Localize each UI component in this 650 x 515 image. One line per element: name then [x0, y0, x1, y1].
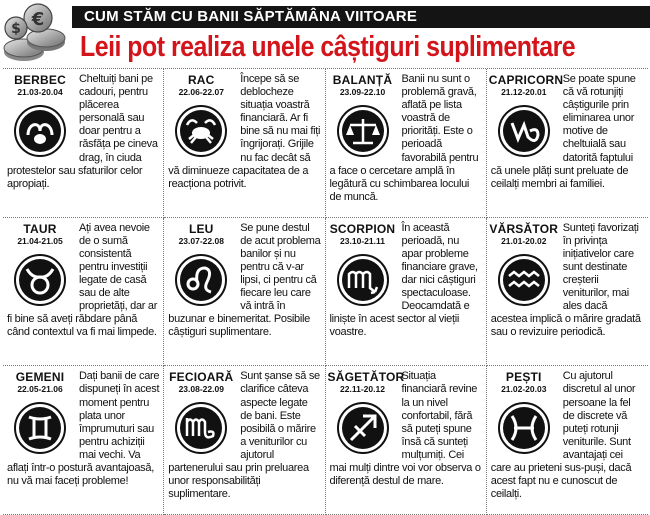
sign-name: RAC [187, 73, 215, 87]
sign-cell-scorpion [326, 218, 487, 367]
page-headline: Leii pot realiza unele câștiguri suplimentare [80, 31, 576, 63]
sign-cell-rac [164, 69, 325, 218]
sign-forecast: Sunt șanse să se clarifice câteva aspecte legate de bani. Este posibilă o mărire a veniturilor cu ajutorul partenerului sau prin preluarea unor responsabilități suplimentare. [168, 370, 320, 501]
sign-cell-fecioara [164, 366, 325, 515]
sign-name: VĂRSĂTOR [489, 221, 559, 236]
sign-cell-balanta [326, 69, 487, 218]
sign-name: BALANȚĂ [332, 73, 393, 87]
scorpio-icon [337, 254, 389, 306]
sign-header [5, 371, 75, 454]
sign-dates: 23.08-22.09 [178, 384, 224, 395]
horoscope-grid [3, 68, 648, 515]
sign-dates: 23.09-22.10 [339, 87, 386, 97]
sign-cell-pesti [487, 366, 648, 515]
sign-header [5, 223, 75, 306]
sign-header [166, 223, 236, 306]
sign-dates: 21.04-21.05 [17, 235, 63, 246]
pisces-icon [498, 402, 550, 454]
sign-cell-varsator [487, 218, 648, 367]
sign-dates: 21.01-20.02 [501, 235, 547, 246]
sign-forecast: Ați avea nevoie de o sumă consistentă pentru investiții legate de casă sau de alte proprietăți, dar ar fi bine să aveți răbdare până când contextul va fi mai limpede. [7, 221, 158, 339]
gemini-icon [14, 402, 66, 454]
taurus-icon [14, 254, 66, 306]
cancer-icon [175, 105, 227, 157]
sign-header [488, 73, 564, 157]
sign-dates: 21.02-20.03 [501, 384, 547, 395]
sign-header [328, 223, 398, 306]
sign-dates: 23.10-21.11 [340, 235, 385, 246]
sign-dates: 22.06-22.07 [178, 87, 224, 97]
sign-name: TAUR [23, 221, 57, 236]
aries-icon [14, 105, 66, 157]
sign-cell-berbec [3, 69, 164, 218]
aquarius-icon [498, 254, 550, 306]
sign-header [327, 370, 405, 454]
sign-header [5, 74, 75, 157]
sign-forecast: Se poate spune că vă rotunjiți câștigurile prin eliminarea unor motive de cheltuială sau datorită faptului că unele plăți sunt preluate de ceilalți membri ai familiei. [490, 73, 636, 190]
sign-name: GEMENI [15, 370, 65, 385]
svg-text:€: € [31, 9, 45, 30]
sign-cell-sagetator [326, 366, 487, 515]
sign-forecast: Dați banii de care dispuneți în acest moment pentru plata unor împrumuturi sau pentru achiziții mai vechi. Va aflați într-o postură avantajoasă, nu vă mai faceți probleme! [7, 370, 160, 488]
sign-header [166, 74, 236, 157]
sign-name: BERBEC [14, 73, 66, 87]
sign-forecast: Cheltuiți bani pe cadouri, pentru plăcerea personală sau doar pentru a răsfăța pe cineva drag, în ciuda protestelor sau sfaturilor celor apropiați. [7, 73, 158, 190]
sign-header [166, 371, 236, 454]
sign-forecast: Sunteți favorizați în privința inițiativelor care sunt destinate creșterii veniturilor, mai ales dacă acestea implică o mărire gradată sau o revizuire periodică. [490, 221, 641, 339]
libra-icon [337, 105, 389, 157]
sign-name: SCORPION [329, 221, 396, 236]
sign-forecast: Începe să se deblocheze situația voastră financiară. Ar fi bine să nu mai fiți îngrijorați. Grijile nu fac decât să vă diminueze capacitatea de a reacționa potrivit. [168, 73, 321, 190]
sign-cell-capricorn [487, 69, 648, 218]
sign-forecast: Cu ajutorul discretul al unor persoane la fel de discrete vă puteți rotunji veniturile. Sunt avantajați cei care au prieteni sus-puși, dacă acest fapt nu e cunoscut de ceilalți. [490, 370, 636, 501]
sign-dates: 22.05-21.06 [17, 384, 63, 395]
sign-header [328, 74, 398, 157]
sign-dates: 23.07-22.08 [178, 235, 224, 246]
sign-header [489, 223, 559, 306]
section-kicker: CUM STĂM CU BANII SĂPTĂMÂNA VIITOARE [72, 6, 650, 28]
sagittarius-icon [337, 402, 389, 454]
page-header [0, 0, 650, 66]
sign-name: LEU [188, 221, 214, 236]
sign-dates: 21.03-20.04 [17, 87, 63, 97]
sign-cell-leu [164, 218, 325, 367]
sign-dates: 21.12-20.01 [501, 87, 547, 97]
sign-name: CAPRICORN [488, 73, 564, 87]
sign-name: PEȘTI [505, 370, 542, 385]
coins-icon [2, 2, 68, 66]
leo-icon [175, 254, 227, 306]
sign-name: FECIOARĂ [169, 370, 234, 385]
virgo-icon [175, 402, 227, 454]
sign-cell-taur [3, 218, 164, 367]
svg-text:$: $ [11, 21, 21, 37]
capricorn-icon [498, 105, 550, 157]
sign-header [489, 371, 559, 454]
sign-forecast: Se pune destul de acut problema banilor și nu pentru că v-ar lipsi, ci pentru că fiecare leu care vă intră în buzunar e binemeritat. Posibile câștiguri suplimentare. [168, 221, 321, 339]
sign-forecast: Situația financiară revine la un nivel confortabil, fără să puteți spune însă că sunteți mulțumiți. Cei mai mulți dintre voi vor observa o diferență destul de mare. [329, 370, 481, 488]
sign-forecast: Banii nu sunt o problemă gravă, aflată pe lista voastră de priorități. Este o perioadă favorabilă pentru a face o cercetare amplă în legătură cu schimbarea locului de muncă. [329, 73, 479, 203]
sign-forecast: În această perioadă, nu apar probleme financiare grave, dar nici câștiguri spectaculoase. Deocamdată e liniște în acest sector al vieții voastre. [329, 221, 478, 339]
sign-dates: 22.11-20.12 [340, 384, 385, 395]
sign-cell-gemeni [3, 366, 164, 515]
sign-name: SĂGETĂTOR [327, 370, 405, 385]
